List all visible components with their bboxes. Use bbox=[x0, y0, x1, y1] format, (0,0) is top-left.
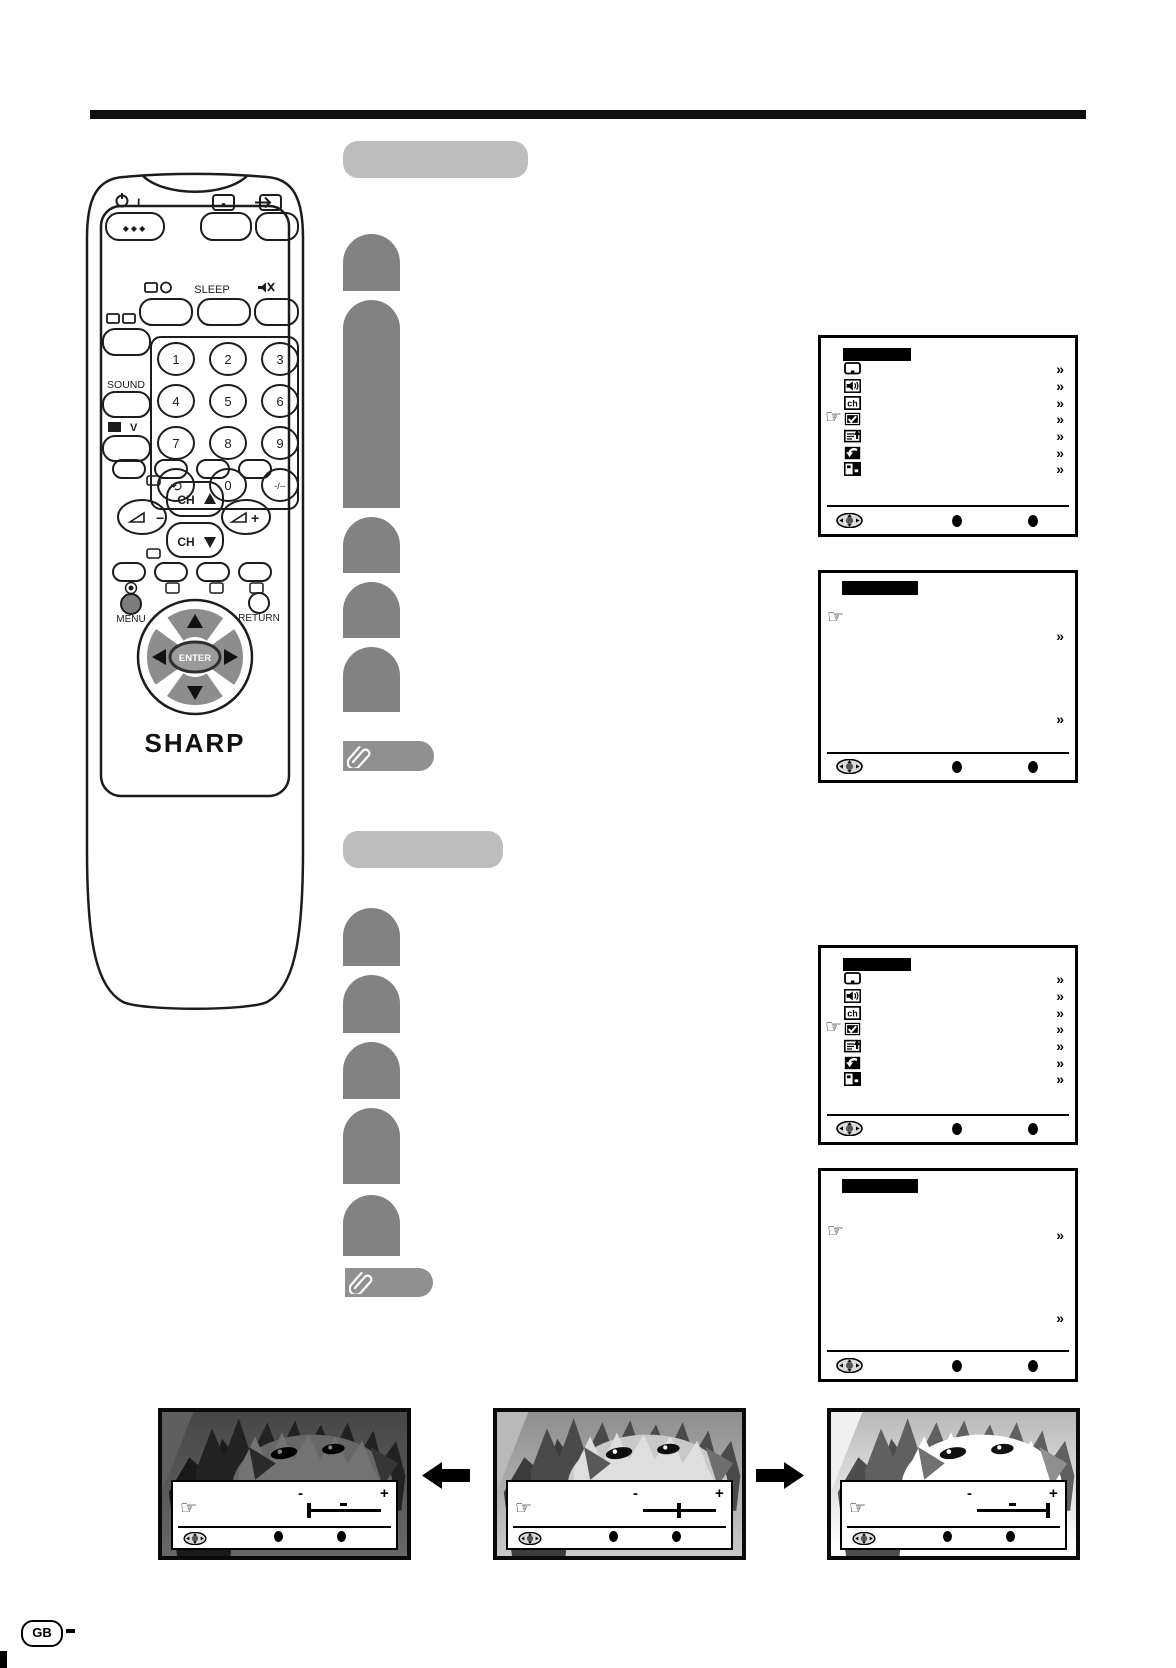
tv-screenshot-normal bbox=[493, 1408, 746, 1560]
display-icon-dot bbox=[222, 203, 226, 207]
sleep-label: SLEEP bbox=[194, 284, 230, 296]
selection-hand-icon: ☞ bbox=[825, 406, 843, 428]
sound-label: SOUND bbox=[107, 379, 145, 391]
menu-separator bbox=[827, 505, 1069, 508]
navpad-icon bbox=[836, 1121, 863, 1136]
step-8-bubble bbox=[343, 1042, 400, 1099]
menu-hint-dot bbox=[672, 1531, 681, 1542]
paperclip-icon bbox=[349, 1270, 373, 1294]
digit-4: 4 bbox=[172, 394, 180, 409]
plus-label: + bbox=[1049, 1485, 1058, 1502]
menu-title-bar bbox=[842, 1179, 918, 1193]
features-menu-icon bbox=[844, 1022, 861, 1036]
return-menu-icon bbox=[844, 446, 861, 460]
slider-handle-mid bbox=[677, 1503, 681, 1518]
navpad-icon bbox=[518, 1532, 542, 1545]
navpad-icon bbox=[836, 759, 863, 774]
digit-2: 2 bbox=[224, 352, 232, 367]
selection-hand-icon: ☞ bbox=[849, 1497, 867, 1519]
enter-button-label: ENTER bbox=[178, 653, 212, 664]
section-2-heading-bar bbox=[343, 831, 503, 868]
pip-menu-icon bbox=[844, 1072, 861, 1086]
enter-hint-dot bbox=[609, 1531, 618, 1542]
chevron-icon: » bbox=[1056, 1055, 1064, 1071]
power-on-label: I bbox=[137, 196, 141, 210]
minus-label: - bbox=[633, 1485, 638, 1502]
chevron-icon: » bbox=[1056, 411, 1064, 427]
step-4-bubble bbox=[343, 582, 400, 638]
slider-center-tick bbox=[340, 1503, 347, 1506]
selection-hand-icon: ☞ bbox=[180, 1497, 198, 1519]
menu-button-label: MENU bbox=[116, 614, 146, 625]
brand-logo: SHARP bbox=[144, 728, 246, 758]
menu-button bbox=[121, 594, 141, 614]
digit-7: 7 bbox=[172, 436, 180, 451]
menu-title-bar bbox=[843, 958, 911, 971]
menu-title-bar bbox=[842, 581, 918, 595]
language-menu-icon bbox=[844, 429, 861, 443]
step-3-bubble bbox=[343, 517, 400, 573]
navpad-icon bbox=[836, 1358, 863, 1373]
return-menu-icon bbox=[844, 1056, 861, 1070]
selection-hand-icon: ☞ bbox=[827, 606, 845, 628]
chevron-icon: » bbox=[1056, 461, 1064, 477]
chevron-icon: » bbox=[1056, 395, 1064, 411]
chevron-icon: » bbox=[1056, 1038, 1064, 1054]
chevron-icon: » bbox=[1056, 1310, 1064, 1326]
enter-hint-dot bbox=[952, 761, 962, 773]
language-menu-icon bbox=[844, 1039, 861, 1053]
step-9-bubble bbox=[343, 1108, 400, 1184]
plus-label: + bbox=[380, 1485, 389, 1502]
volume-up-label: + bbox=[251, 510, 260, 526]
tv-screenshot-dark bbox=[158, 1408, 411, 1560]
navpad-icon bbox=[183, 1532, 207, 1545]
slider-track bbox=[308, 1509, 381, 1512]
menu-title-bar bbox=[843, 348, 911, 361]
menu-separator bbox=[827, 752, 1069, 755]
slider-track bbox=[977, 1509, 1050, 1512]
digit-5: 5 bbox=[224, 394, 232, 409]
selection-hand-icon: ☞ bbox=[825, 1016, 843, 1038]
flashback-icon: ⟲ bbox=[170, 478, 182, 494]
selection-hand-icon: ☞ bbox=[827, 1220, 845, 1242]
volume-down-label: − bbox=[156, 510, 165, 526]
chevron-icon: » bbox=[1056, 378, 1064, 394]
top-rule bbox=[90, 110, 1086, 119]
chevron-icon: » bbox=[1056, 628, 1064, 644]
arrow-right-icon bbox=[756, 1462, 804, 1489]
navpad-icon bbox=[852, 1532, 876, 1545]
adjust-panel bbox=[506, 1480, 733, 1550]
picture-mode-icon-dot bbox=[129, 586, 134, 591]
plus-label: + bbox=[715, 1485, 724, 1502]
paperclip-icon bbox=[347, 744, 371, 768]
menu-separator bbox=[827, 1350, 1069, 1353]
picture-menu-icon bbox=[844, 972, 861, 986]
menu-hint-dot bbox=[1006, 1531, 1015, 1542]
slider-handle-max bbox=[1046, 1503, 1050, 1518]
enter-hint-dot bbox=[952, 1123, 962, 1135]
enter-hint-dot bbox=[274, 1531, 283, 1542]
step-2-bubble bbox=[343, 300, 400, 508]
menu-screenshot-sub-2 bbox=[818, 1168, 1078, 1382]
digit-3: 3 bbox=[276, 352, 284, 367]
tv-screenshot-bright bbox=[827, 1408, 1080, 1560]
footer-dash bbox=[66, 1629, 75, 1633]
enter-hint-dot bbox=[943, 1531, 952, 1542]
menu-hint-dot bbox=[1028, 1360, 1038, 1372]
step-1-bubble bbox=[343, 234, 400, 291]
channel-menu-icon bbox=[844, 1006, 861, 1020]
digit-1: 1 bbox=[172, 352, 180, 367]
adjust-panel bbox=[171, 1480, 398, 1550]
note-bar-2 bbox=[345, 1268, 433, 1297]
menu-hint-dot bbox=[1028, 761, 1038, 773]
step-7-bubble bbox=[343, 975, 400, 1033]
step-5-bubble bbox=[343, 647, 400, 712]
digit-6: 6 bbox=[276, 394, 284, 409]
slider-handle-min bbox=[307, 1503, 311, 1518]
chevron-icon: » bbox=[1056, 1005, 1064, 1021]
panel-separator bbox=[178, 1526, 391, 1528]
enter-hint-dot bbox=[952, 1360, 962, 1372]
step-6-bubble bbox=[343, 908, 400, 966]
chevron-icon: » bbox=[1056, 988, 1064, 1004]
menu-screenshot-main-2 bbox=[818, 945, 1078, 1145]
chevron-icon: » bbox=[1056, 1071, 1064, 1087]
panel-separator bbox=[847, 1526, 1060, 1528]
digit-8: 8 bbox=[224, 436, 232, 451]
menu-hint-dot bbox=[1028, 1123, 1038, 1135]
chevron-icon: » bbox=[1056, 361, 1064, 377]
digit-0: 0 bbox=[224, 478, 232, 493]
minus-label: - bbox=[967, 1485, 972, 1502]
channel-menu-icon bbox=[844, 396, 861, 410]
channel-up-label: CH bbox=[177, 493, 195, 507]
return-button-label: RETURN bbox=[238, 613, 280, 624]
menu-screenshot-main-1 bbox=[818, 335, 1078, 537]
return-button bbox=[249, 593, 269, 613]
picture-menu-icon bbox=[844, 362, 861, 376]
adjust-panel bbox=[840, 1480, 1067, 1550]
av-icon bbox=[108, 422, 121, 432]
chevron-icon: » bbox=[1056, 971, 1064, 987]
section-1-heading-bar bbox=[343, 141, 528, 178]
note-bar-1 bbox=[343, 741, 434, 771]
panel-separator bbox=[513, 1526, 726, 1528]
menu-separator bbox=[827, 1114, 1069, 1117]
corner-print-mark bbox=[0, 1651, 7, 1668]
remote-control-illustration bbox=[70, 165, 315, 1020]
features-menu-icon bbox=[844, 412, 861, 426]
sound-menu-icon bbox=[844, 989, 861, 1003]
chevron-icon: » bbox=[1056, 711, 1064, 727]
slider-center-tick bbox=[1009, 1503, 1016, 1506]
chevron-icon: » bbox=[1056, 428, 1064, 444]
av-label: V bbox=[130, 422, 138, 434]
chevron-icon: » bbox=[1056, 445, 1064, 461]
chevron-icon: » bbox=[1056, 1021, 1064, 1037]
menu-hint-dot bbox=[1028, 515, 1038, 527]
chevron-icon: » bbox=[1056, 1227, 1064, 1243]
arrow-left-icon bbox=[422, 1462, 470, 1489]
selection-hand-icon: ☞ bbox=[515, 1497, 533, 1519]
navpad-icon bbox=[836, 513, 863, 528]
menu-hint-dot bbox=[337, 1531, 346, 1542]
menu-screenshot-sub-1 bbox=[818, 570, 1078, 783]
digit-9: 9 bbox=[276, 436, 284, 451]
power-button-diamonds: ◆◆◆ bbox=[122, 224, 148, 233]
region-badge: GB bbox=[21, 1620, 63, 1647]
minus-label: - bbox=[298, 1485, 303, 1502]
channel-down-label: CH bbox=[177, 535, 195, 549]
pip-menu-icon bbox=[844, 462, 861, 476]
step-10-bubble bbox=[343, 1195, 400, 1256]
plus-minus-label: -/-- bbox=[274, 481, 286, 491]
sound-menu-icon bbox=[844, 379, 861, 393]
enter-hint-dot bbox=[952, 515, 962, 527]
